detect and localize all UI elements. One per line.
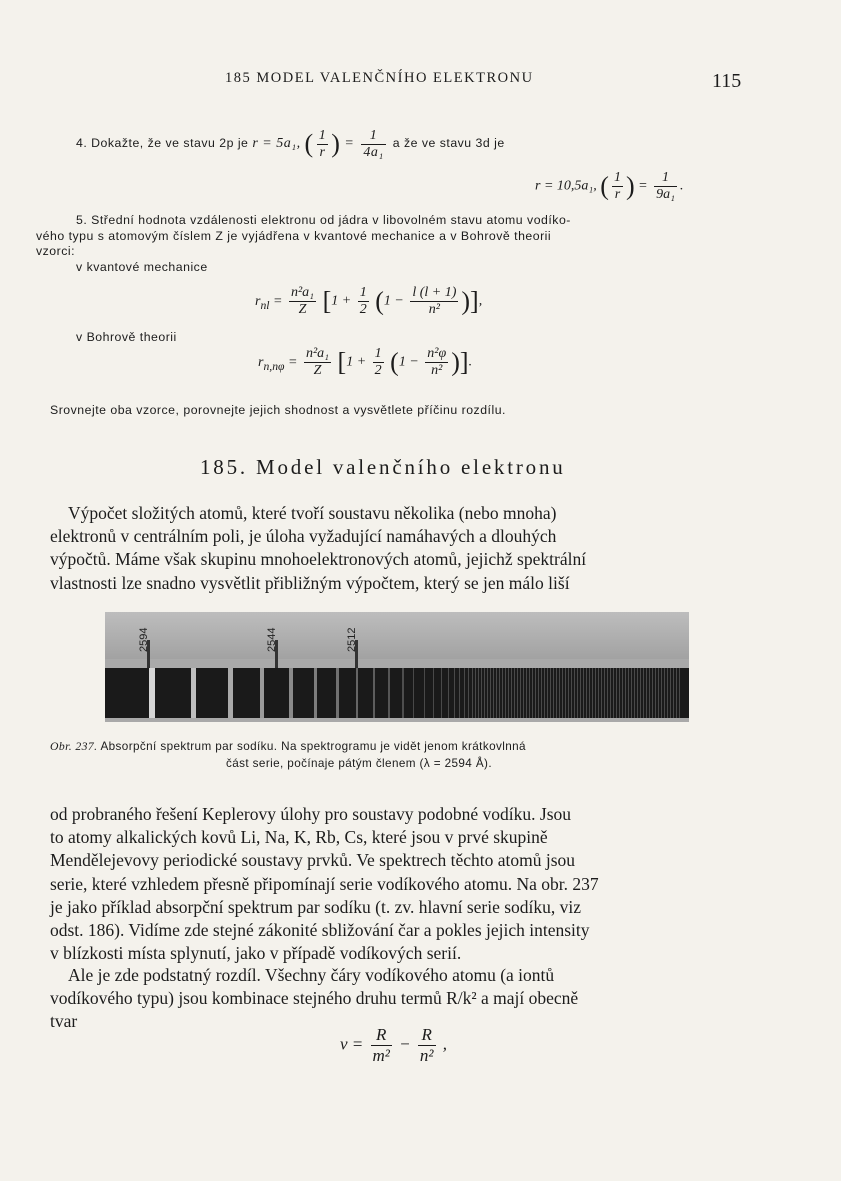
marker-label: 2594 [138,627,150,652]
spectral-line [493,668,494,718]
page-number: 115 [712,70,742,92]
formula-term2-den: n² [419,1046,434,1065]
exercise-5 [36,213,756,275]
spectral-line [667,668,668,718]
spectral-line [649,668,650,718]
exercise-4-eq1: r = 5a₁, [252,136,301,152]
spectral-line [505,668,506,718]
spectral-line [523,668,524,718]
spectral-line [610,668,611,718]
spectral-line [499,668,500,718]
formula-lhs: ν = [340,1034,364,1054]
spectral-line [679,668,680,718]
spectral-line [676,668,677,718]
paragraph-3-line: tvar [50,1011,78,1032]
spectral-line [448,668,449,718]
label-bohr: v Bohrově theorii [76,330,177,344]
spectral-line [526,668,527,718]
paragraph-2-line: Mendělejevovy periodické soustavy prvků. Ve spektrech těchto atomů jsou [50,850,576,871]
exercise-4 [76,128,756,168]
paragraph-1 [50,502,748,595]
spectral-line [613,668,614,718]
formula-term1-den: m² [372,1046,390,1065]
spectral-line [565,668,566,718]
spectral-line [544,668,545,718]
spectral-line [589,668,590,718]
spectral-line [538,668,539,718]
spectral-line [475,668,476,718]
spectral-line [433,668,434,718]
spectral-line [583,668,584,718]
spectral-line [580,668,581,718]
formula-term1-num: R [371,1025,392,1046]
spectral-line [571,668,572,718]
paragraph-3-line: Ale je zde podstatný rozdíl. Všechny čáry vodíkového atomu (a iontů [68,965,555,985]
spectral-line [664,668,665,718]
spectral-line [577,668,578,718]
spectral-line [289,668,293,718]
spectral-line [459,668,460,718]
exercise-4-mid: a že ve stavu 3d je [392,136,505,151]
spectral-line [547,668,548,718]
spectral-line [568,668,569,718]
exercise-5-line2: vého typu s atomovým číslem Z je vyjádřena v kvantové mechanice a v Bohrově theorii [36,228,552,243]
exercise-5-line3: vzorci: [36,244,76,258]
spectral-line [511,668,512,718]
spectral-line [595,668,596,718]
label-quantum-mechanics: v kvantové mechanice [76,259,208,274]
spectral-line [487,668,488,718]
formula-minus: − [399,1034,411,1054]
spectral-line [607,668,608,718]
spectral-line [619,668,620,718]
spectral-line [625,668,626,718]
spectral-line [356,668,358,718]
spectral-line [496,668,497,718]
exercise-4-second-eq: r = 10,5a₁, ( $\frac{1}{r}$ ) = $\frac{1}{\text{9a₁}}$ . [535,170,684,202]
spectral-line [592,668,593,718]
exercise-4-inverse-r: ( $\frac{1}{r}$ ) = $\frac{1}{\text{4a₁}}$ [304,128,384,160]
spectral-line [464,668,465,718]
spectral-line [598,668,599,718]
spectral-line [622,668,623,718]
paragraph-2-line: serie, které vzhledem přesně připomínají serie vodíkového atomu. Na obr. 237 [50,873,599,894]
spectral-line [388,668,390,718]
spectral-line [553,668,554,718]
spectral-line [550,668,551,718]
spectral-line [502,668,503,718]
spectrum-background [105,612,689,659]
spectral-line [574,668,575,718]
spectral-line [508,668,509,718]
final-formula [340,1025,447,1066]
spectral-line [228,668,233,718]
spectral-line [191,668,196,718]
spectral-line [640,668,641,718]
spectral-line [562,668,563,718]
paragraph-2-line: je jako příklad absorpční spektrum par sodíku (t. zv. hlavní serie sodíku, viz [50,896,582,917]
exercise-4-intro: 4. Dokažte, že ve stavu 2p je [76,136,249,151]
figure-caption [50,738,755,772]
spectral-line [631,668,632,718]
marker-label: 2512 [346,627,358,652]
paragraph-1-line: Výpočet složitých atomů, které tvoří soustavu několika (nebo mnoha) [68,503,557,523]
spectral-line [604,668,605,718]
spectral-line [478,668,479,718]
spectral-line [260,668,264,718]
spectral-line [670,668,671,718]
spectral-line [484,668,485,718]
spectral-line [424,668,425,718]
spectral-line [637,668,638,718]
caption-label: Obr. 237. [50,740,98,753]
spectral-line [643,668,644,718]
spectral-line [655,668,656,718]
spectral-line [541,668,542,718]
spectral-line [490,668,491,718]
paragraph-3 [50,964,748,1034]
spectral-line [661,668,662,718]
spectral-line [535,668,536,718]
spectrum-figure [105,612,689,722]
spectral-line [529,668,530,718]
paragraph-1-line: výpočtů. Máme však skupinu mnohoelektronových atomů, jejichž spektrální [50,549,587,570]
spectral-line [658,668,659,718]
spectral-line [402,668,404,718]
spectral-line [468,668,469,718]
caption-line-2: část serie, počínaje pátým členem (λ = 2594 Å). [226,757,492,770]
spectral-line [149,668,155,718]
spectral-line [336,668,339,718]
spectral-line [616,668,617,718]
formula-end: , [442,1034,447,1054]
spectral-line [517,668,518,718]
spectral-line [556,668,557,718]
paragraph-2-line: v blízkosti místa splynutí, jako v případě vodíkových serií. [50,943,462,964]
exercise-5-line1: 5. Střední hodnota vzdálenosti elektronu od jádra v libovolném stavu atomu vodíko- [76,213,571,227]
spectral-line [634,668,635,718]
spectral-line [673,668,674,718]
paragraph-1-line: elektronů v centrálním poli, je úloha vyžadující namáhavých a dlouhých [50,526,557,547]
spectral-line [559,668,560,718]
section-title: 185. Model valenčního elektronu [200,455,566,479]
spectral-line [514,668,515,718]
formula-quantum: $r_{nl}$ = $\frac{\text{n²a₁}}{Z}$ [1 + $\frac{1}{2}$ (1 − $\frac{l (l + 1)}{\text{n²}}$ )], [255,285,483,317]
paragraph-2-line: odst. 186). Vidíme zde stejné zákonité sbližování čar a pokles jejich intensity [50,920,590,941]
caption-line-1: Absorpční spektrum par sodíku. Na spektrogramu je vidět jenom krátkovlnná [100,740,526,753]
paragraph-2-line: od probraného řešení Keplerovy úlohy pro soustavy podobné vodíku. Jsou [50,804,572,824]
spectral-line [472,668,473,718]
spectral-line [413,668,414,718]
paragraph-3-line: vodíkového typu) jsou kombinace stejného druhu termů R/k² a mají obecně [50,988,579,1009]
spectral-line [454,668,455,718]
formula-term2-num: R [418,1025,436,1046]
spectral-line [601,668,602,718]
paragraph-2 [50,803,748,965]
spectral-line [441,668,442,718]
paragraph-2-line: to atomy alkalických kovů Li, Na, K, Rb, Cs, které jsou v prvé skupině [50,827,548,848]
spectral-line [652,668,653,718]
paragraph-1-line: vlastnosti lze snadno vysvětlit přibližným výpočtem, který se jen málo liší [50,572,570,593]
exercise-4-eq2: r = 10,5a₁, [535,178,597,194]
spectral-line [532,668,533,718]
running-title: 185 MODEL VALENČNÍHO ELEKTRONU [225,70,534,86]
marker-label: 2544 [266,627,278,652]
spectral-line [481,668,482,718]
formula-bohr: $r_{n,n\varphi}$ = $\frac{\text{n²a₁}}{Z}$ [1 + $\frac{1}{2}$ (1 − $\frac{\text{n²φ}}{\text{n²}}$ )]. [258,346,473,378]
exercise-5-conclusion: Srovnejte oba vzorce, porovnejte jejich shodnost a vysvětlete příčinu rozdílu. [50,403,506,417]
spectral-line [628,668,629,718]
spectral-line [646,668,647,718]
spectral-line [586,668,587,718]
spectral-line [520,668,521,718]
spectral-line [314,668,317,718]
spectral-line [373,668,375,718]
